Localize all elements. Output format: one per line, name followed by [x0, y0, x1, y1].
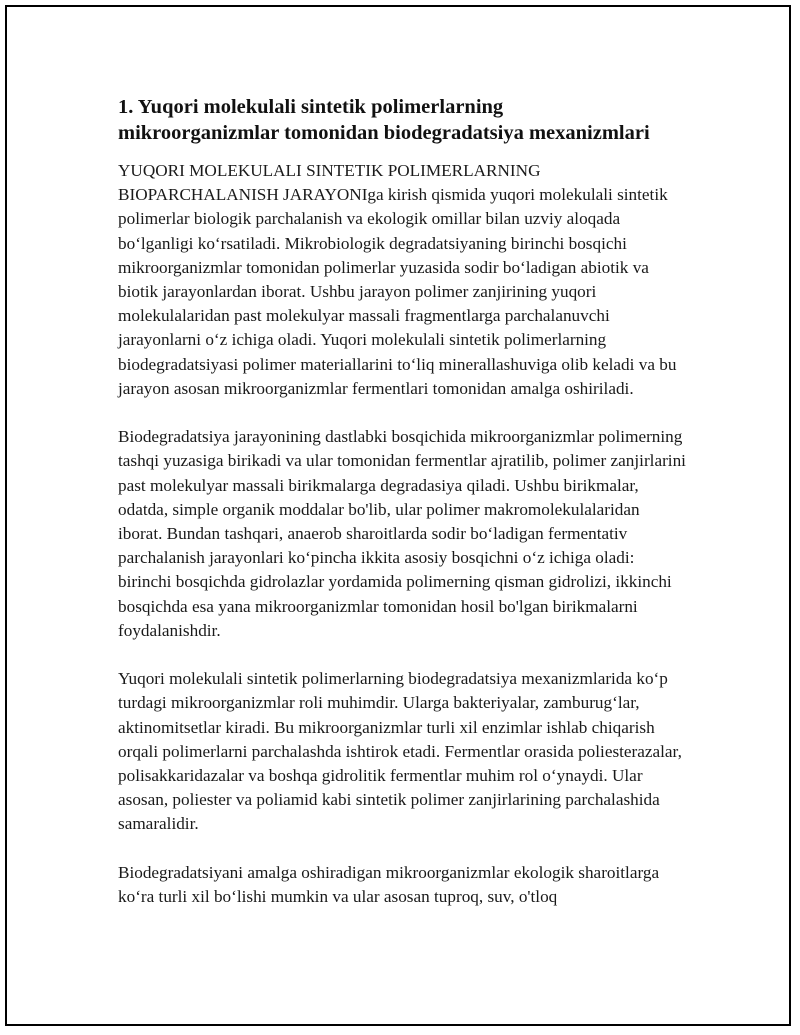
section-heading-line-1: 1. Yuqori molekulali sintetik polimerlarning — [118, 96, 504, 118]
paragraph-microorganisms-role: Yuqori molekulali sintetik polimerlarning biodegradatsiya mexanizmlarida ko‘p turdagi mikroorganizmlar roli muhimdir. Ularga bakteriyalar, zamburug‘lar, aktinomitsetlar kiradi. Bu mikroorganizmlar turli xil enzimlar ishlab chiqarish orqali polimerlarni parchalashda ishtirok etadi. Fermentlar orasida poliesterazalar, polisakkaridazalar va boshqa gidrolitik fermentlar muhim rol o‘ynaydi. Ular asosan, poliester va poliamid kabi sintetik polimer zanjirlarining parchalashida samaralidir. — [118, 669, 682, 834]
paragraph-ecological-conditions: Biodegradatsiyani amalga oshiradigan mikroorganizmlar ekologik sharoitlarga ko‘ra turli xil bo‘lishi mumkin va ular asosan tuproq, suv, o'tloq — [118, 862, 660, 907]
paragraph-intro: YUQORI MOLEKULALI SINTETIK POLIMERLARNING BIOPARCHALANISH JARAYONIga kirish qismida yuqori molekulali sintetik polimerlar biologik parchalanish va ekologik omillar bilan uzviy aloqada bo‘lganligi ko‘rsatiladi. Mikrobiologik degradatsiyaning birinchi bosqichi mikroorganizmlar tomonidan polimerlar yuzasida sodir bo‘ladigan abiotik va biotik jarayonlardan iborat. Ushbu jarayon polimer zanjirining yuqori molekulalaridan past molekulyar massali fragmentlarga parchalanuvchi jarayonlarni o‘z ichiga oladi. Yuqori molekulali sintetik polimerlarning biodegradatsiyasi polimer materiallarini to‘liq minerallashuviga olib keladi va bu jarayon asosan mikroorganizmlar fermentlari tomonidan amalga oshiriladi. — [118, 161, 677, 398]
section-heading — [118, 94, 688, 146]
section-heading-line-2: mikroorganizmlar tomonidan biodegradatsiya mexanizmlari — [118, 122, 650, 144]
document-body — [118, 94, 688, 909]
paragraph-initial-stage: Biodegradatsiya jarayonining dastlabki bosqichida mikroorganizmlar polimerning tashqi yuzasiga birikadi va ular tomonidan fermentlar ajratilib, polimer zanjirlarini past molekulyar massali birikmalarga degradasiya qiladi. Ushbu birikmalar, odatda, simple organik moddalar bo'lib, ular polimer makromolekulalaridan iborat. Bundan tashqari, anaerob sharoitlarda sodir bo‘ladigan fermentativ parchalanish jarayonlari ko‘pincha ikkita asosiy bosqichni o‘z ichiga oladi: birinchi bosqichda gidrolazlar yordamida polimerning qisman gidrolizi, ikkinchi bosqichda esa yana mikroorganizmlar tomonidan hosil bo'lgan birikmalarni foydalanishdir. — [118, 427, 686, 640]
